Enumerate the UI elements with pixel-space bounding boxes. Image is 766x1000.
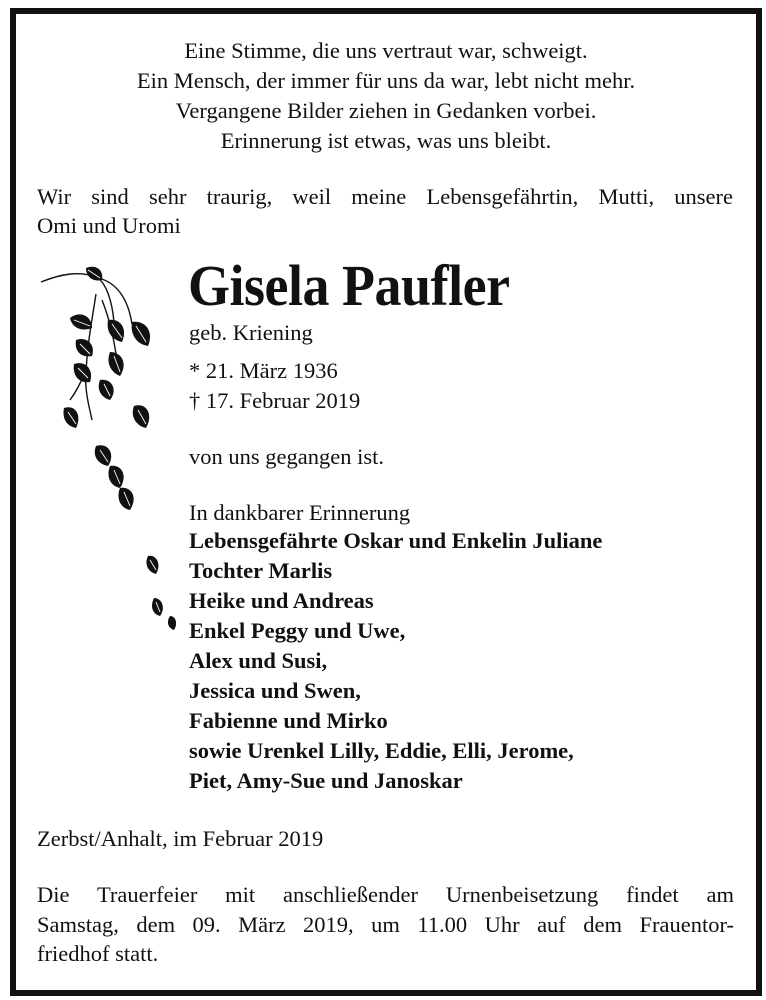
intro-text xyxy=(37,182,733,240)
deceased-name: Gisela Paufler xyxy=(188,253,510,318)
birch-leaves-branch-icon xyxy=(36,260,186,640)
mourner-line: Piet, Amy-Sue und Janoskar xyxy=(189,768,463,793)
intro-line: Omi und Uromi xyxy=(37,213,181,238)
poem xyxy=(16,36,756,156)
mourner-line: Heike und Andreas xyxy=(189,588,374,613)
poem-line: Ein Mensch, der immer für uns da war, lebt nicht mehr. xyxy=(136,68,636,93)
funeral-notice xyxy=(37,880,734,969)
mourner-line: Alex und Susi, xyxy=(189,648,328,673)
passed-away-text: von uns gegangen ist. xyxy=(189,444,384,469)
mourners-list xyxy=(189,526,602,796)
obituary-frame xyxy=(10,8,762,996)
intro-line: Wir sind sehr traurig, weil meine Lebensgefährtin, Mutti, unsere xyxy=(37,184,733,209)
mourner-line: sowie Urenkel Lilly, Eddie, Elli, Jerome, xyxy=(189,738,574,763)
place-date: Zerbst/Anhalt, im Februar 2019 xyxy=(37,826,324,851)
maiden-name: geb. Kriening xyxy=(189,320,313,345)
poem-line: Vergangene Bilder ziehen in Gedanken vorbei. xyxy=(175,98,597,123)
birth-date: * 21. März 1936 xyxy=(189,358,338,383)
funeral-line: friedhof statt. xyxy=(37,941,159,966)
mourner-line: Fabienne und Mirko xyxy=(189,708,388,733)
mourner-line: Tochter Marlis xyxy=(189,558,333,583)
poem-line: Eine Stimme, die uns vertraut war, schweigt. xyxy=(184,38,588,63)
death-date: † 17. Februar 2019 xyxy=(189,388,361,413)
mourner-line: Jessica und Swen, xyxy=(189,678,361,703)
thanks-text: In dankbarer Erinnerung xyxy=(189,500,411,525)
mourner-line: Enkel Peggy und Uwe, xyxy=(189,618,406,643)
funeral-line: Samstag, dem 09. März 2019, um 11.00 Uhr auf dem Frauentor- xyxy=(37,911,734,937)
poem-line: Erinnerung ist etwas, was uns bleibt. xyxy=(220,128,552,153)
funeral-line: Die Trauerfeier mit anschließender Urnenbeisetzung findet am xyxy=(37,882,734,907)
mourner-line: Lebensgefährte Oskar und Enkelin Juliane xyxy=(189,528,603,553)
